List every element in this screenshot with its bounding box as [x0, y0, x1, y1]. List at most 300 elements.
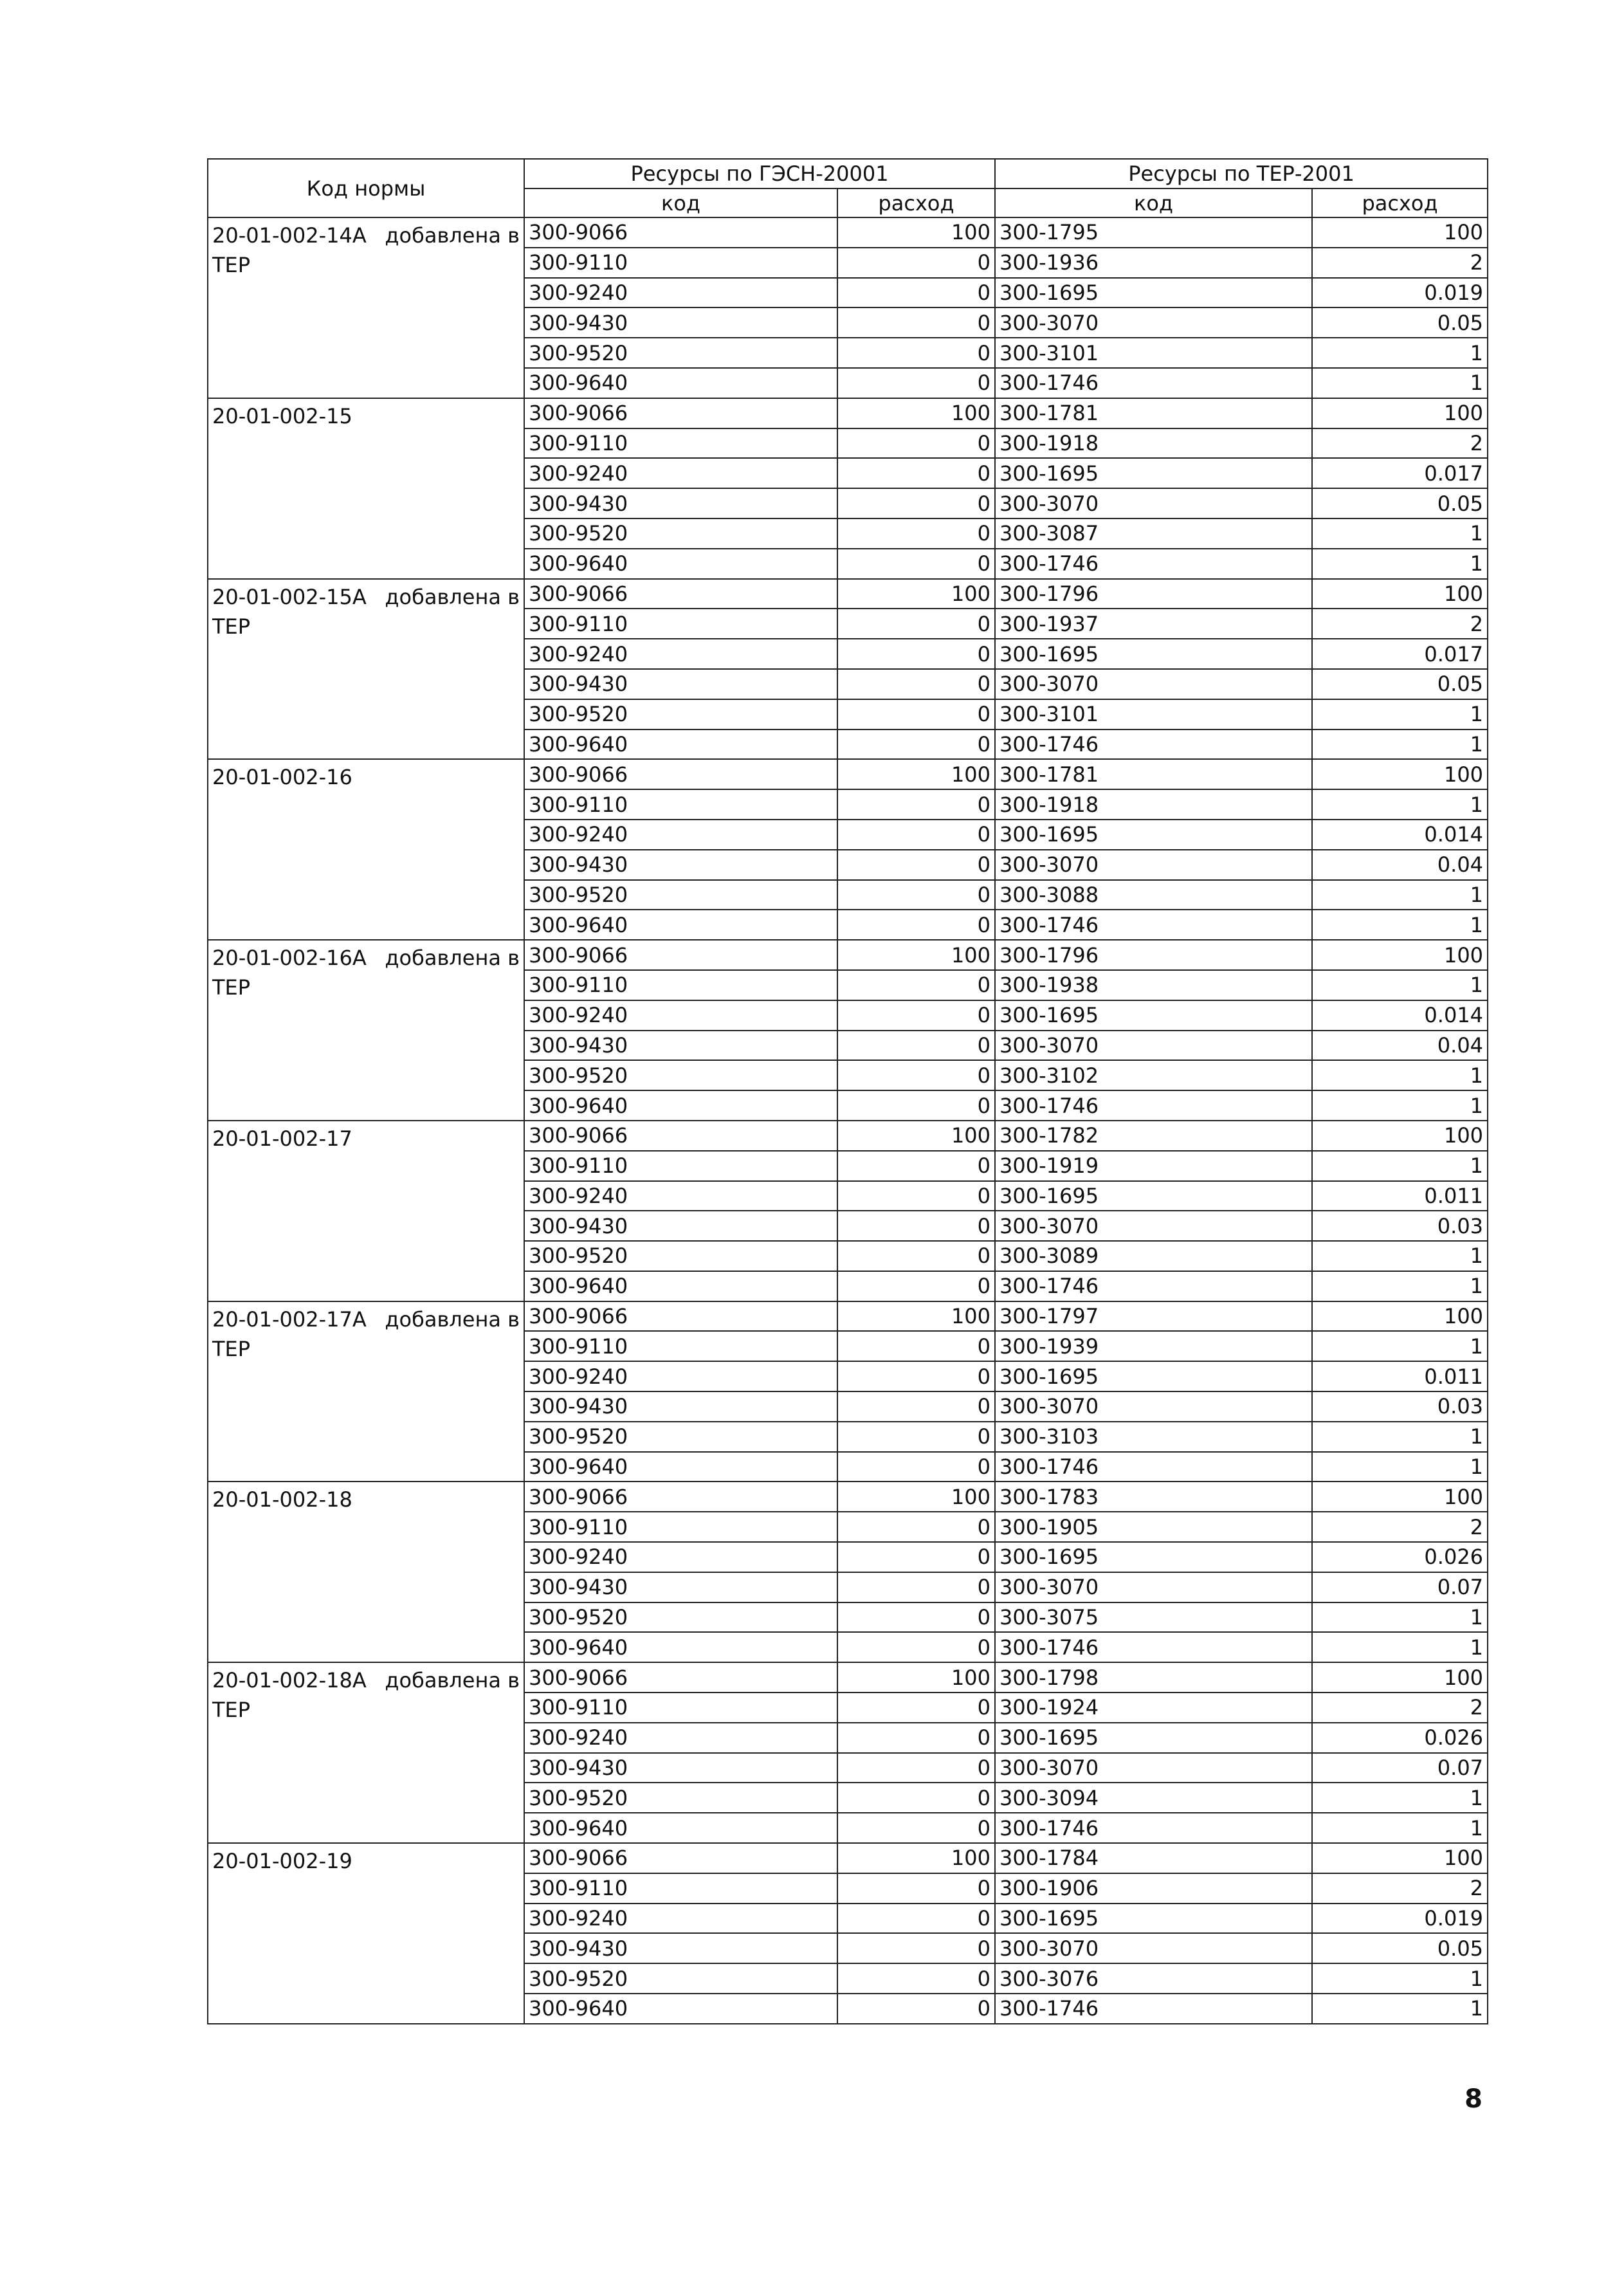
- ter-qty-cell: 0.014: [1312, 1000, 1488, 1031]
- ter-code-cell: 300-3101: [995, 699, 1312, 730]
- gesn-qty-cell: 0: [837, 1331, 995, 1361]
- ter-code-cell: 300-3075: [995, 1602, 1312, 1633]
- gesn-code-cell: 300-9430: [524, 1753, 837, 1783]
- ter-qty-cell: 0.05: [1312, 669, 1488, 699]
- ter-qty-cell: 0.05: [1312, 488, 1488, 519]
- gesn-qty-cell: 0: [837, 1572, 995, 1602]
- ter-qty-cell: 1: [1312, 910, 1488, 940]
- gesn-code-cell: 300-9640: [524, 1632, 837, 1662]
- gesn-code-cell: 300-9110: [524, 1693, 837, 1723]
- gesn-code-cell: 300-9430: [524, 1391, 837, 1422]
- header-norm-code: Код нормы: [208, 159, 524, 217]
- gesn-code-cell: 300-9520: [524, 1783, 837, 1813]
- norm-code-cell: [208, 1482, 524, 1662]
- gesn-code-cell: 300-9640: [524, 549, 837, 579]
- ter-qty-cell: 1: [1312, 1602, 1488, 1633]
- norm-code-cell: [208, 1662, 524, 1843]
- ter-qty-cell: 1: [1312, 338, 1488, 368]
- ter-qty-cell: 0.04: [1312, 1031, 1488, 1061]
- ter-qty-cell: 1: [1312, 1813, 1488, 1843]
- gesn-code-cell: 300-9430: [524, 1031, 837, 1061]
- ter-code-cell: 300-1695: [995, 1904, 1312, 1934]
- ter-qty-cell: 1: [1312, 1422, 1488, 1452]
- gesn-code-cell: 300-9066: [524, 217, 837, 248]
- gesn-qty-cell: 0: [837, 428, 995, 459]
- gesn-qty-cell: 0: [837, 1693, 995, 1723]
- ter-qty-cell: 1: [1312, 1060, 1488, 1090]
- ter-code-cell: 300-1795: [995, 217, 1312, 248]
- ter-code-cell: 300-3101: [995, 338, 1312, 368]
- ter-qty-cell: 1: [1312, 1632, 1488, 1662]
- table-row: [208, 1843, 1488, 1873]
- ter-code-cell: 300-1746: [995, 1271, 1312, 1301]
- ter-code-cell: 300-1695: [995, 278, 1312, 308]
- norm-note-continued: ТЕР: [212, 614, 251, 639]
- gesn-qty-cell: 0: [837, 368, 995, 398]
- gesn-qty-cell: 0: [837, 1963, 995, 1994]
- norm-note: добавлена в: [385, 1307, 520, 1332]
- gesn-qty-cell: 0: [837, 1632, 995, 1662]
- gesn-code-cell: 300-9640: [524, 730, 837, 760]
- gesn-qty-cell: 0: [837, 338, 995, 368]
- ter-qty-cell: 100: [1312, 579, 1488, 609]
- gesn-qty-cell: 0: [837, 699, 995, 730]
- gesn-code-cell: 300-9110: [524, 1151, 837, 1181]
- gesn-code-cell: 300-9240: [524, 278, 837, 308]
- ter-code-cell: 300-1781: [995, 759, 1312, 789]
- ter-qty-cell: 0.04: [1312, 850, 1488, 880]
- gesn-qty-cell: 0: [837, 1602, 995, 1633]
- ter-code-cell: 300-3070: [995, 1753, 1312, 1783]
- ter-qty-cell: 0.011: [1312, 1181, 1488, 1211]
- table-row: [208, 217, 1488, 248]
- ter-code-cell: 300-1746: [995, 1090, 1312, 1121]
- gesn-code-cell: 300-9520: [524, 880, 837, 910]
- ter-code-cell: 300-3070: [995, 669, 1312, 699]
- ter-qty-cell: 1: [1312, 549, 1488, 579]
- ter-qty-cell: 0.026: [1312, 1723, 1488, 1753]
- ter-code-cell: 300-3070: [995, 1572, 1312, 1602]
- table-row: [208, 398, 1488, 428]
- gesn-qty-cell: 0: [837, 1873, 995, 1904]
- norm-code-cell: [208, 579, 524, 760]
- ter-code-cell: 300-3087: [995, 519, 1312, 549]
- ter-qty-cell: 0.03: [1312, 1391, 1488, 1422]
- gesn-qty-cell: 100: [837, 1301, 995, 1332]
- gesn-code-cell: 300-9240: [524, 458, 837, 488]
- ter-code-cell: 300-1746: [995, 1632, 1312, 1662]
- ter-qty-cell: 1: [1312, 789, 1488, 820]
- ter-qty-cell: 0.017: [1312, 458, 1488, 488]
- ter-code-cell: 300-1695: [995, 1723, 1312, 1753]
- norm-note: добавлена в: [385, 1668, 520, 1693]
- ter-qty-cell: 100: [1312, 1662, 1488, 1693]
- gesn-qty-cell: 0: [837, 1241, 995, 1271]
- ter-qty-cell: 0.014: [1312, 820, 1488, 850]
- ter-code-cell: 300-3070: [995, 307, 1312, 338]
- ter-code-cell: 300-1695: [995, 1181, 1312, 1211]
- gesn-code-cell: 300-9110: [524, 609, 837, 639]
- ter-qty-cell: 2: [1312, 1512, 1488, 1542]
- ter-qty-cell: 1: [1312, 1994, 1488, 2024]
- header-gesn-code: код: [524, 188, 837, 217]
- resource-table: [207, 158, 1488, 2024]
- gesn-qty-cell: 100: [837, 217, 995, 248]
- ter-code-cell: 300-1797: [995, 1301, 1312, 1332]
- gesn-code-cell: 300-9066: [524, 1662, 837, 1693]
- ter-code-cell: 300-1746: [995, 730, 1312, 760]
- gesn-qty-cell: 100: [837, 759, 995, 789]
- gesn-code-cell: 300-9110: [524, 1331, 837, 1361]
- gesn-code-cell: 300-9520: [524, 1241, 837, 1271]
- page-number: 8: [1464, 2084, 1483, 2114]
- norm-note-continued: ТЕР: [212, 1698, 251, 1723]
- gesn-qty-cell: 0: [837, 850, 995, 880]
- table-body: [208, 217, 1488, 2024]
- ter-code-cell: 300-3070: [995, 1933, 1312, 1963]
- gesn-qty-cell: 0: [837, 1391, 995, 1422]
- gesn-qty-cell: 0: [837, 1090, 995, 1121]
- ter-qty-cell: 1: [1312, 519, 1488, 549]
- ter-code-cell: 300-1938: [995, 970, 1312, 1000]
- ter-code-cell: 300-3070: [995, 850, 1312, 880]
- norm-code: 20-01-002-14А: [212, 223, 367, 248]
- ter-qty-cell: 100: [1312, 940, 1488, 970]
- gesn-qty-cell: 0: [837, 1060, 995, 1090]
- ter-code-cell: 300-3102: [995, 1060, 1312, 1090]
- ter-code-cell: 300-1784: [995, 1843, 1312, 1873]
- gesn-qty-cell: 100: [837, 579, 995, 609]
- table-row: [208, 579, 1488, 609]
- ter-code-cell: 300-1937: [995, 609, 1312, 639]
- gesn-qty-cell: 0: [837, 1271, 995, 1301]
- ter-qty-cell: 1: [1312, 970, 1488, 1000]
- ter-code-cell: 300-1781: [995, 398, 1312, 428]
- gesn-qty-cell: 0: [837, 1723, 995, 1753]
- ter-qty-cell: 0.07: [1312, 1753, 1488, 1783]
- gesn-qty-cell: 0: [837, 1031, 995, 1061]
- ter-qty-cell: 100: [1312, 217, 1488, 248]
- gesn-qty-cell: 0: [837, 458, 995, 488]
- gesn-code-cell: 300-9066: [524, 1482, 837, 1512]
- gesn-code-cell: 300-9430: [524, 1211, 837, 1241]
- norm-code-cell: [208, 398, 524, 579]
- gesn-code-cell: 300-9640: [524, 1271, 837, 1301]
- ter-code-cell: 300-3094: [995, 1783, 1312, 1813]
- norm-code: 20-01-002-17: [212, 1126, 352, 1151]
- norm-note: добавлена в: [385, 946, 520, 971]
- gesn-code-cell: 300-9430: [524, 1933, 837, 1963]
- ter-code-cell: 300-3070: [995, 488, 1312, 519]
- gesn-code-cell: 300-9110: [524, 1512, 837, 1542]
- ter-qty-cell: 0.011: [1312, 1361, 1488, 1391]
- gesn-qty-cell: 0: [837, 1181, 995, 1211]
- ter-code-cell: 300-1918: [995, 428, 1312, 459]
- gesn-qty-cell: 0: [837, 1542, 995, 1572]
- gesn-qty-cell: 0: [837, 1361, 995, 1391]
- gesn-code-cell: 300-9240: [524, 1361, 837, 1391]
- gesn-code-cell: 300-9110: [524, 789, 837, 820]
- norm-code: 20-01-002-16А: [212, 946, 367, 971]
- ter-code-cell: 300-1936: [995, 248, 1312, 278]
- header-ter-resources: Ресурсы по ТЕР-2001: [995, 159, 1488, 188]
- ter-qty-cell: 2: [1312, 248, 1488, 278]
- gesn-qty-cell: 0: [837, 880, 995, 910]
- gesn-code-cell: 300-9430: [524, 669, 837, 699]
- norm-note-continued: ТЕР: [212, 975, 251, 1000]
- ter-qty-cell: 1: [1312, 1151, 1488, 1181]
- gesn-qty-cell: 100: [837, 398, 995, 428]
- ter-qty-cell: 0.03: [1312, 1211, 1488, 1241]
- gesn-code-cell: 300-9066: [524, 940, 837, 970]
- ter-code-cell: 300-1796: [995, 940, 1312, 970]
- gesn-qty-cell: 0: [837, 1753, 995, 1783]
- table-row: [208, 759, 1488, 789]
- gesn-code-cell: 300-9110: [524, 970, 837, 1000]
- ter-code-cell: 300-3070: [995, 1031, 1312, 1061]
- gesn-code-cell: 300-9520: [524, 338, 837, 368]
- norm-code-cell: [208, 1843, 524, 2024]
- ter-code-cell: 300-3089: [995, 1241, 1312, 1271]
- ter-code-cell: 300-1695: [995, 820, 1312, 850]
- gesn-code-cell: 300-9640: [524, 1994, 837, 2024]
- ter-qty-cell: 0.026: [1312, 1542, 1488, 1572]
- gesn-code-cell: 300-9520: [524, 1602, 837, 1633]
- gesn-qty-cell: 0: [837, 669, 995, 699]
- gesn-qty-cell: 0: [837, 307, 995, 338]
- gesn-code-cell: 300-9640: [524, 1813, 837, 1843]
- ter-qty-cell: 0.017: [1312, 639, 1488, 669]
- ter-qty-cell: 1: [1312, 368, 1488, 398]
- ter-qty-cell: 100: [1312, 1121, 1488, 1151]
- gesn-code-cell: 300-9640: [524, 910, 837, 940]
- gesn-code-cell: 300-9066: [524, 759, 837, 789]
- gesn-qty-cell: 0: [837, 639, 995, 669]
- gesn-code-cell: 300-9066: [524, 1301, 837, 1332]
- norm-code-line: [212, 221, 520, 250]
- ter-qty-cell: 2: [1312, 1873, 1488, 1904]
- gesn-qty-cell: 0: [837, 910, 995, 940]
- norm-code-cell: [208, 759, 524, 940]
- gesn-qty-cell: 0: [837, 789, 995, 820]
- ter-code-cell: 300-1695: [995, 1000, 1312, 1031]
- gesn-code-cell: 300-9066: [524, 579, 837, 609]
- table-header: [208, 159, 1488, 217]
- header-gesn-resources: Ресурсы по ГЭСН-20001: [524, 159, 995, 188]
- ter-qty-cell: 2: [1312, 609, 1488, 639]
- gesn-qty-cell: 0: [837, 278, 995, 308]
- gesn-qty-cell: 0: [837, 1422, 995, 1452]
- gesn-qty-cell: 0: [837, 1211, 995, 1241]
- gesn-code-cell: 300-9640: [524, 368, 837, 398]
- ter-qty-cell: 100: [1312, 1482, 1488, 1512]
- gesn-code-cell: 300-9520: [524, 1422, 837, 1452]
- ter-qty-cell: 1: [1312, 730, 1488, 760]
- ter-qty-cell: 1: [1312, 880, 1488, 910]
- gesn-qty-cell: 0: [837, 1151, 995, 1181]
- ter-qty-cell: 1: [1312, 1241, 1488, 1271]
- header-gesn-qty: расход: [837, 188, 995, 217]
- table-row: [208, 1482, 1488, 1512]
- ter-qty-cell: 100: [1312, 398, 1488, 428]
- ter-qty-cell: 0.05: [1312, 307, 1488, 338]
- gesn-code-cell: 300-9240: [524, 1000, 837, 1031]
- norm-code-line: [212, 582, 520, 612]
- ter-qty-cell: 100: [1312, 1301, 1488, 1332]
- gesn-qty-cell: 0: [837, 1994, 995, 2024]
- ter-code-cell: 300-1924: [995, 1693, 1312, 1723]
- gesn-code-cell: 300-9520: [524, 1060, 837, 1090]
- gesn-code-cell: 300-9430: [524, 1572, 837, 1602]
- gesn-qty-cell: 100: [837, 1121, 995, 1151]
- gesn-qty-cell: 0: [837, 549, 995, 579]
- ter-qty-cell: 0.05: [1312, 1933, 1488, 1963]
- norm-code-line: [212, 1305, 520, 1334]
- norm-note-continued: ТЕР: [212, 253, 251, 277]
- gesn-code-cell: 300-9640: [524, 1090, 837, 1121]
- ter-code-cell: 300-3076: [995, 1963, 1312, 1994]
- gesn-qty-cell: 0: [837, 970, 995, 1000]
- gesn-code-cell: 300-9240: [524, 820, 837, 850]
- ter-code-cell: 300-3070: [995, 1211, 1312, 1241]
- gesn-code-cell: 300-9430: [524, 307, 837, 338]
- norm-code-cell: [208, 1301, 524, 1482]
- gesn-qty-cell: 100: [837, 940, 995, 970]
- gesn-qty-cell: 0: [837, 1000, 995, 1031]
- gesn-qty-cell: 0: [837, 1452, 995, 1482]
- gesn-qty-cell: 0: [837, 1813, 995, 1843]
- gesn-code-cell: 300-9520: [524, 1963, 837, 1994]
- ter-qty-cell: 0.019: [1312, 1904, 1488, 1934]
- ter-code-cell: 300-1695: [995, 639, 1312, 669]
- ter-qty-cell: 1: [1312, 1963, 1488, 1994]
- gesn-qty-cell: 0: [837, 609, 995, 639]
- ter-code-cell: 300-1906: [995, 1873, 1312, 1904]
- gesn-code-cell: 300-9066: [524, 1121, 837, 1151]
- ter-code-cell: 300-1918: [995, 789, 1312, 820]
- gesn-code-cell: 300-9110: [524, 1873, 837, 1904]
- gesn-code-cell: 300-9520: [524, 519, 837, 549]
- norm-code-line: [212, 762, 520, 792]
- ter-qty-cell: 0.07: [1312, 1572, 1488, 1602]
- ter-qty-cell: 1: [1312, 1452, 1488, 1482]
- norm-code: 20-01-002-18А: [212, 1668, 367, 1693]
- table-row: [208, 1662, 1488, 1693]
- ter-code-cell: 300-3070: [995, 1391, 1312, 1422]
- gesn-code-cell: 300-9110: [524, 428, 837, 459]
- gesn-qty-cell: 100: [837, 1662, 995, 1693]
- ter-qty-cell: 2: [1312, 428, 1488, 459]
- norm-note-continued: ТЕР: [212, 1336, 251, 1361]
- ter-code-cell: 300-1746: [995, 549, 1312, 579]
- norm-code: 20-01-002-16: [212, 765, 352, 790]
- ter-code-cell: 300-1939: [995, 1331, 1312, 1361]
- table-row: [208, 1301, 1488, 1332]
- ter-qty-cell: 1: [1312, 1271, 1488, 1301]
- norm-note: добавлена в: [385, 584, 520, 609]
- ter-code-cell: 300-1746: [995, 1994, 1312, 2024]
- gesn-code-cell: 300-9066: [524, 1843, 837, 1873]
- gesn-qty-cell: 0: [837, 1904, 995, 1934]
- gesn-code-cell: 300-9640: [524, 1452, 837, 1482]
- table-row: [208, 940, 1488, 970]
- gesn-code-cell: 300-9240: [524, 639, 837, 669]
- header-ter-qty: расход: [1312, 188, 1488, 217]
- gesn-qty-cell: 0: [837, 488, 995, 519]
- ter-code-cell: 300-1798: [995, 1662, 1312, 1693]
- ter-code-cell: 300-1905: [995, 1512, 1312, 1542]
- ter-qty-cell: 100: [1312, 1843, 1488, 1873]
- gesn-qty-cell: 100: [837, 1843, 995, 1873]
- norm-code-cell: [208, 1121, 524, 1301]
- ter-qty-cell: 1: [1312, 1783, 1488, 1813]
- norm-code: 20-01-002-15: [212, 403, 352, 428]
- norm-code-line: [212, 943, 520, 973]
- ter-code-cell: 300-1695: [995, 1542, 1312, 1572]
- gesn-code-cell: 300-9240: [524, 1542, 837, 1572]
- gesn-qty-cell: 0: [837, 1933, 995, 1963]
- gesn-code-cell: 300-9240: [524, 1904, 837, 1934]
- gesn-qty-cell: 100: [837, 1482, 995, 1512]
- ter-qty-cell: 100: [1312, 759, 1488, 789]
- ter-code-cell: 300-3103: [995, 1422, 1312, 1452]
- gesn-qty-cell: 0: [837, 820, 995, 850]
- ter-code-cell: 300-1783: [995, 1482, 1312, 1512]
- norm-code-line: [212, 1124, 520, 1153]
- norm-code: 20-01-002-15А: [212, 584, 367, 609]
- ter-qty-cell: 0.019: [1312, 278, 1488, 308]
- ter-code-cell: 300-1746: [995, 368, 1312, 398]
- norm-code-line: [212, 401, 520, 431]
- norm-code: 20-01-002-19: [212, 1849, 352, 1874]
- gesn-code-cell: 300-9110: [524, 248, 837, 278]
- norm-code-line: [212, 1485, 520, 1514]
- table-row: [208, 1121, 1488, 1151]
- norm-code-line: [212, 1666, 520, 1695]
- gesn-code-cell: 300-9430: [524, 850, 837, 880]
- ter-code-cell: 300-1695: [995, 458, 1312, 488]
- norm-code-cell: [208, 217, 524, 398]
- gesn-code-cell: 300-9066: [524, 398, 837, 428]
- gesn-code-cell: 300-9430: [524, 488, 837, 519]
- gesn-qty-cell: 0: [837, 1783, 995, 1813]
- gesn-code-cell: 300-9520: [524, 699, 837, 730]
- norm-code-cell: [208, 940, 524, 1121]
- gesn-qty-cell: 0: [837, 1512, 995, 1542]
- ter-code-cell: 300-1695: [995, 1361, 1312, 1391]
- ter-qty-cell: 1: [1312, 699, 1488, 730]
- ter-code-cell: 300-1746: [995, 910, 1312, 940]
- gesn-qty-cell: 0: [837, 248, 995, 278]
- ter-qty-cell: 2: [1312, 1693, 1488, 1723]
- ter-qty-cell: 1: [1312, 1331, 1488, 1361]
- norm-note: добавлена в: [385, 223, 520, 248]
- header-ter-code: код: [995, 188, 1312, 217]
- gesn-code-cell: 300-9240: [524, 1181, 837, 1211]
- gesn-qty-cell: 0: [837, 730, 995, 760]
- norm-code: 20-01-002-17А: [212, 1307, 367, 1332]
- ter-code-cell: 300-1746: [995, 1813, 1312, 1843]
- norm-code: 20-01-002-18: [212, 1487, 352, 1512]
- ter-code-cell: 300-1919: [995, 1151, 1312, 1181]
- ter-code-cell: 300-1796: [995, 579, 1312, 609]
- norm-code-line: [212, 1846, 520, 1876]
- ter-qty-cell: 1: [1312, 1090, 1488, 1121]
- gesn-qty-cell: 0: [837, 519, 995, 549]
- ter-code-cell: 300-1782: [995, 1121, 1312, 1151]
- ter-code-cell: 300-3088: [995, 880, 1312, 910]
- gesn-code-cell: 300-9240: [524, 1723, 837, 1753]
